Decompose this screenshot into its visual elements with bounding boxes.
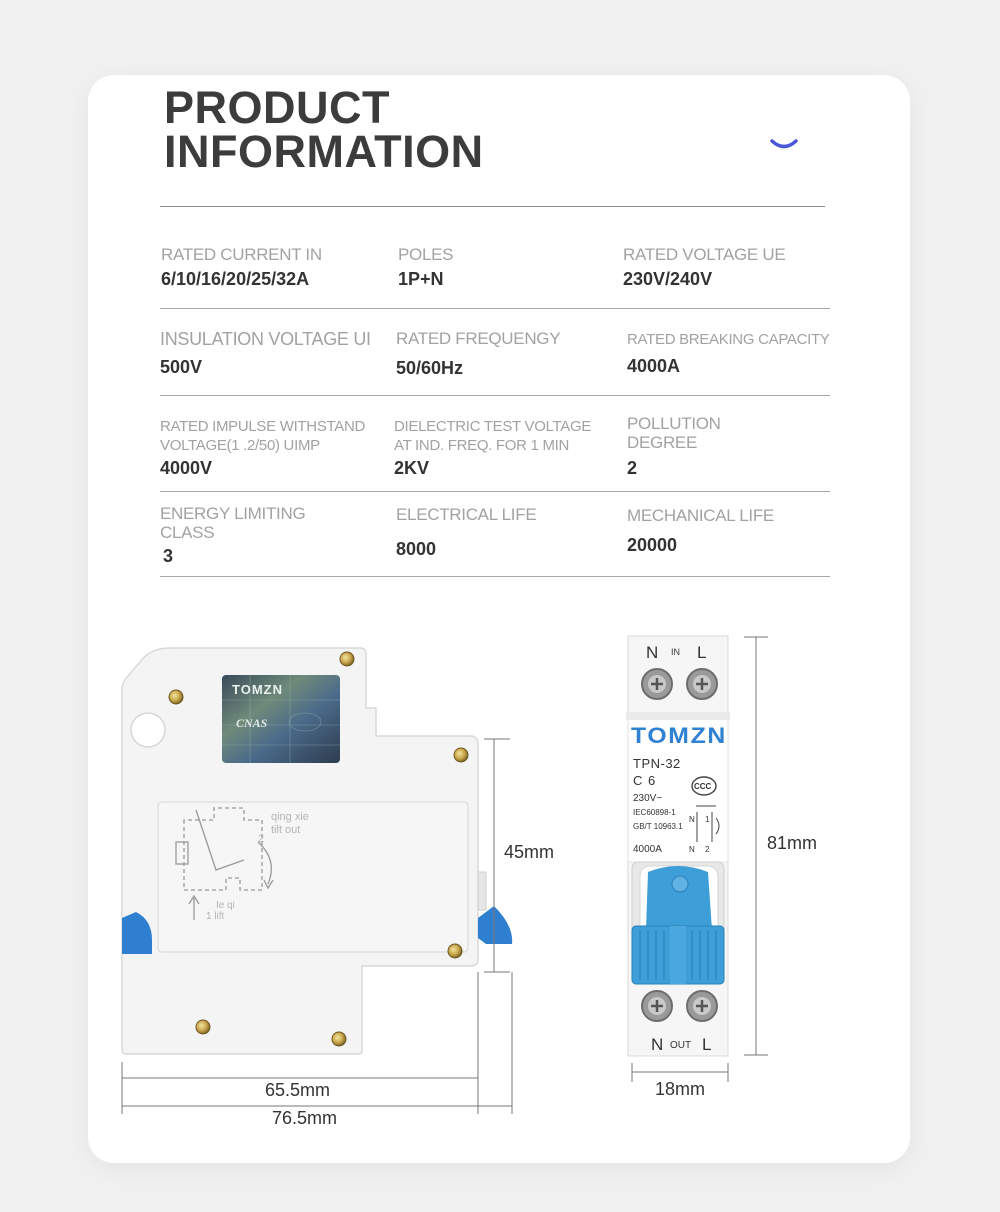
lift-text-1: Ie qi — [216, 900, 235, 911]
side-label-panel — [158, 802, 468, 952]
front-in-n: N — [646, 643, 659, 662]
spec-label: POLES — [398, 245, 454, 264]
front-ccc: CCC — [694, 782, 712, 791]
spec-label: INSULATION VOLTAGE UI — [160, 329, 371, 349]
front-brand: TOMZN — [631, 723, 727, 748]
spec-value: 4000V — [160, 458, 213, 478]
front-dim-height: 81mm — [767, 833, 818, 853]
title-line-1: PRODUCT — [164, 82, 390, 133]
front-voltage: 230V~ — [633, 793, 663, 804]
spec-label-line1: RATED IMPULSE WITHSTAND — [160, 418, 366, 435]
wiring-n: N — [689, 815, 695, 824]
wiring-2: 2 — [705, 845, 710, 854]
spec-label-line2: DEGREE — [627, 433, 697, 452]
front-capacity: 4000A — [633, 844, 662, 855]
tilt-text-2: tilt out — [271, 824, 301, 836]
front-standard-2: GB/T 10963.1 — [633, 822, 683, 831]
spec-label-line1: ENERGY LIMITING — [160, 504, 306, 523]
front-out-n: N — [651, 1035, 664, 1054]
lift-text-2: 1 lift — [206, 911, 225, 922]
spec-label-line1: DIELECTRIC TEST VOLTAGE — [394, 418, 592, 435]
spec-label: RATED CURRENT IN — [161, 245, 322, 264]
spec-value: 2KV — [394, 458, 430, 478]
side-mount-hole — [131, 713, 165, 747]
front-in-l: L — [697, 643, 707, 662]
hologram-brand: TOMZN — [232, 682, 283, 697]
front-in-label: IN — [671, 647, 680, 657]
spec-label: RATED BREAKING CAPACITY — [627, 331, 830, 348]
front-standard-1: IEC60898-1 — [633, 808, 676, 817]
spec-value: 3 — [163, 546, 174, 566]
spec-label: ELECTRICAL LIFE — [396, 505, 537, 524]
wiring-1: 1 — [705, 815, 710, 824]
front-model: TPN-32 — [633, 756, 681, 771]
spec-value: 230V/240V — [623, 269, 713, 289]
spec-label: RATED VOLTAGE UE — [623, 245, 786, 264]
spec-value: 8000 — [396, 539, 437, 559]
spec-value: 500V — [160, 357, 203, 377]
spec-value: 6/10/16/20/25/32A — [161, 269, 310, 289]
spec-value: 4000A — [627, 356, 681, 376]
front-out-l: L — [702, 1035, 712, 1054]
tilt-text-1: qing xie — [271, 811, 309, 823]
front-dim-width: 18mm — [655, 1079, 706, 1099]
spec-label: RATED FREQUENGY — [396, 329, 561, 348]
wiring-n-2: N — [689, 845, 695, 854]
spec-value: 50/60Hz — [396, 358, 464, 378]
side-dim-height: 45mm — [504, 842, 555, 862]
spec-label-line1: POLLUTION — [627, 414, 721, 433]
spec-label-line2: CLASS — [160, 523, 215, 542]
side-dim-width-outer: 76.5mm — [272, 1108, 338, 1128]
spec-label-line2: AT IND. FREQ. FOR 1 MIN — [394, 437, 570, 454]
front-curve: C 6 — [633, 773, 657, 788]
spec-value: 2 — [627, 458, 638, 478]
hologram-cnas: CNAS — [236, 716, 268, 730]
spec-label: MECHANICAL LIFE — [627, 506, 774, 525]
front-out-label: OUT — [670, 1040, 692, 1051]
side-clip-right — [478, 906, 512, 944]
tilt-number: 2 — [258, 833, 265, 845]
spec-value: 20000 — [627, 535, 678, 555]
title-line-2-text: INFORMATION — [164, 126, 484, 177]
spec-label-line2: VOLTAGE(1 .2/50) UIMP — [160, 437, 320, 454]
spec-value: 1P+N — [398, 269, 444, 289]
side-dim-width-inner: 65.5mm — [265, 1080, 331, 1100]
